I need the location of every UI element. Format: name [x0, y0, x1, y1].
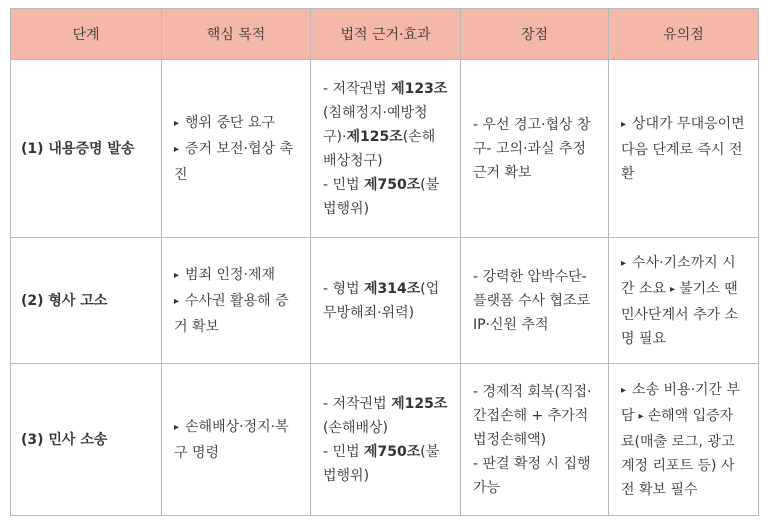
table-row — [11, 60, 759, 238]
advantage-cell: - 우선 경고·협상 창구- 고의·과실 추정 근거 확보 — [461, 60, 609, 238]
purpose-item: ▸ 수사권 활용해 증거 확보 — [174, 292, 289, 335]
purpose-cell — [162, 238, 311, 364]
phase-cell: (3) 민사 소송 — [11, 364, 162, 516]
phase-cell: (1) 내용증명 발송 — [11, 60, 162, 238]
header-purpose: 핵심 목적 — [162, 9, 311, 60]
advantage-cell — [461, 364, 609, 516]
advantage-item: - 경제적 회복(직접·간접손해 + 추가적 법정손해액) — [473, 383, 592, 448]
legal-item: - 저작권법 제125조(손해배상) — [323, 395, 448, 436]
purpose-item: ▸ 손해배상·정지·복구 명령 — [174, 418, 289, 461]
legal-steps-table — [10, 8, 759, 516]
bullet-icon: ▸ — [174, 295, 180, 307]
purpose-item: ▸ 범죄 인정·제재 — [174, 266, 276, 283]
table-row — [11, 364, 759, 516]
bullet-icon: ▸ — [174, 143, 180, 155]
purpose-item: ▸ 증거 보전·협상 촉진 — [174, 140, 294, 183]
bullet-icon: ▸ — [621, 257, 627, 269]
bullet-icon: ▸ — [174, 421, 180, 433]
legal-cell — [311, 238, 461, 364]
table-row — [11, 238, 759, 364]
table-header-row — [11, 9, 759, 60]
caution-cell: ▸ 수사·기소까지 시간 소요 ▸ 불기소 땐 민사단계서 추가 소명 필요 — [609, 238, 759, 364]
legal-cell — [311, 364, 461, 516]
caution-cell: ▸ 상대가 무대응이면 다음 단계로 즉시 전환 — [609, 60, 759, 238]
advantage-item: - 판결 확정 시 집행 가능 — [473, 455, 591, 496]
bullet-icon: ▸ — [621, 118, 627, 130]
legal-cell — [311, 60, 461, 238]
advantage-cell: - 강력한 압박수단- 플랫폼 수사 협조로 IP·신원 추적 — [461, 238, 609, 364]
purpose-cell — [162, 60, 311, 238]
legal-item: - 저작권법 제123조(침해정지·예방청구)·제125조(손해배상청구) — [323, 80, 448, 169]
purpose-cell — [162, 364, 311, 516]
bullet-icon: ▸ — [174, 117, 180, 129]
legal-item: - 형법 제314조(업무방해죄·위력) — [323, 280, 440, 321]
bullet-icon: ▸ — [621, 384, 627, 396]
purpose-item: ▸ 행위 중단 요구 — [174, 114, 276, 131]
bullet-icon: ▸ — [638, 410, 644, 422]
phase-cell: (2) 형사 고소 — [11, 238, 162, 364]
caution-cell: ▸ 소송 비용·기간 부담 ▸ 손해액 입증자료(매출 로그, 광고계정 리포트 등) 사전 확보 필수 — [609, 364, 759, 516]
bullet-icon: ▸ — [174, 269, 180, 281]
legal-item: - 민법 제750조(불법행위) — [323, 443, 440, 484]
legal-item: - 민법 제750조(불법행위) — [323, 176, 440, 217]
bullet-icon: ▸ — [670, 283, 676, 295]
header-advantage: 장점 — [461, 9, 609, 60]
header-phase: 단계 — [11, 9, 162, 60]
header-caution: 유의점 — [609, 9, 759, 60]
header-legal-basis: 법적 근거·효과 — [311, 9, 461, 60]
